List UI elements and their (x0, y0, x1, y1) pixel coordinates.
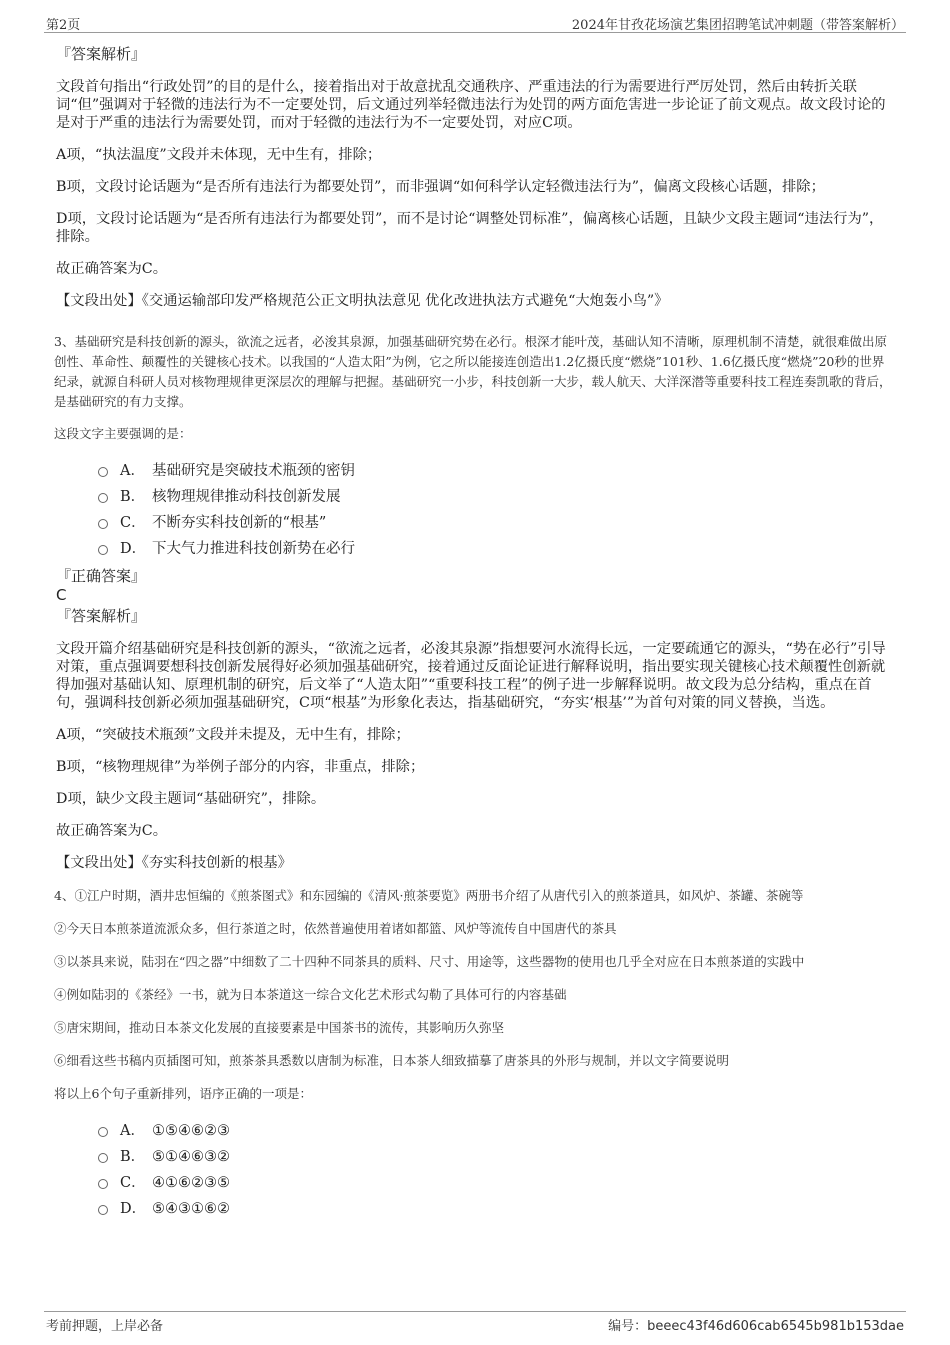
q4-sentence-5: ⑤唐宋期间，推动日本茶文化发展的直接要素是中国茶书的流传，其影响历久弥坚 (54, 1020, 505, 1035)
q3-option-d[interactable]: D． 下大气力推进科技创新势在必行 (56, 536, 896, 562)
q2-item-b: B项，文段讨论话题为“是否所有违法行为都要处罚”，而非强调“如何科学认定轻微违法行为”，偏离文段核心话题，排除； (56, 179, 825, 195)
q3-analysis-text: 文段开篇介绍基础研究是科技创新的源头，“欲流之远者，必浚其泉源”指想要河水流得长远，一定要疏通它的源头，“势在必行”引导对策，重点强调要想科技创新发展得好必须加强基础研究，接着通过反面论证进行解释说明，指出要实现关键核心技术颠覆性创新就得加强对基础认知、原理机制的研究，后文举了“人造太阳”“重要科技工程”的例子进一步解释说明。故文段为总分结构，重点在首句，强调科技创新必须加强基础研究，C项“根基”为形象化表达，指基础研究，“夯实‘根基’”为首句对策的同义替换，当选。 (56, 641, 886, 711)
radio-button[interactable] (98, 1179, 108, 1189)
q2-analysis-text: 文段首句指出“行政处罚”的目的是什么，接着指出对于故意扰乱交通秩序、严重违法的行为需要进行严厉处罚，然后由转折关联词“但”强调对于轻微的违法行为不一定要处罚，后文通过列举轻微违法行为处罚的两方面危害进一步论证了前文观点。故文段讨论的是对于严重的违法行为需要处罚，而对于轻微的违法行为不一定要处罚，对应C项。 (56, 79, 886, 131)
q4-sentence-1: 4、①江户时期，酒井忠恒编的《煎茶图式》和东园编的《清风·煎茶要览》两册书介绍了从唐代引入的煎茶道具，如风炉、茶罐、茶碗等 (54, 888, 804, 903)
q4-option-a[interactable]: A． ①⑤④⑥②③ (56, 1118, 896, 1144)
code-label: 编号： (608, 1319, 648, 1334)
radio-button[interactable] (98, 1153, 108, 1163)
radio-button[interactable] (98, 545, 108, 555)
document-body (56, 44, 896, 1222)
document-title: 2024年甘孜花场演艺集团招聘笔试冲刺题（带答案解析） (571, 18, 904, 33)
q2-conclusion: 故正确答案为C。 (56, 261, 168, 277)
q3-source: 【文段出处】《夯实科技创新的根基》 (56, 855, 292, 871)
q3-option-a[interactable]: A． 基础研究是突破技术瓶颈的密钥 (56, 458, 896, 484)
q2-item-d: D项，文段讨论话题为“是否所有违法行为都要处罚”，而不是讨论“调整处罚标准”，偏离核心话题，且缺少文段主题词“违法行为”，排除。 (56, 211, 884, 245)
q3-item-b: B项，“核物理规律”为举例子部分的内容，非重点，排除； (56, 759, 425, 775)
q3-question: 这段文字主要强调的是： (54, 426, 192, 441)
q4-sentence-4: ④例如陆羽的《茶经》一书，就为日本茶道这一综合文化艺术形式勾勒了具体可行的内容基础 (54, 987, 567, 1002)
q2-source: 【文段出处】《交通运输部印发严格规范公正文明执法意见 优化改进执法方式避免“大炮轰小鸟”》 (56, 293, 669, 309)
q4-sentence-6: ⑥细看这些书稿内页插图可知，煎茶茶具悉数以唐制为标准，日本茶人细致描摹了唐茶具的外形与规制，并以文字简要说明 (54, 1053, 730, 1068)
radio-button[interactable] (98, 493, 108, 503)
q3-analysis-label: 『答案解析』 (56, 607, 147, 625)
radio-button[interactable] (98, 1205, 108, 1215)
page-number: 第2页 (46, 18, 81, 33)
q4-option-c[interactable]: C． ④①⑥②③⑤ (56, 1170, 896, 1196)
page-footer (44, 1311, 906, 1334)
q3-stem: 3、基础研究是科技创新的源头，欲流之远者，必浚其泉源，加强基础研究势在必行。根深才能叶茂，基础认知不清晰，原理机制不清楚，就很难做出原创性、革命性、颠覆性的关键核心技术。以我国的“人造太阳”为例，它之所以能接连创造出1.2亿摄氏度“燃烧”101秒、1.6亿摄氏度“燃烧”20秒的世界纪录，就源自科研人员对核物理规律更深层次的理解与把握。基础研究一小步，科技创新一大步，载人航天、大洋深潜等重要科技工程连奏凯歌的背后，是基础研究的有力支撑。 (54, 334, 892, 409)
page-header (44, 12, 906, 33)
q4-options (56, 1118, 896, 1222)
q3-correct-label: 『正确答案』 (56, 567, 147, 585)
q3-correct-value: C (56, 586, 67, 604)
q3-option-c[interactable]: C． 不断夯实科技创新的“根基” (56, 510, 896, 536)
q3-conclusion: 故正确答案为C。 (56, 823, 168, 839)
q3-item-d: D项，缺少文段主题词“基础研究”，排除。 (56, 791, 326, 807)
radio-button[interactable] (98, 519, 108, 529)
radio-button[interactable] (98, 1127, 108, 1137)
q4-sentence-3: ③以茶具来说，陆羽在“四之器”中细数了二十四种不同茶具的质料、尺寸、用途等，这些器物的使用也几乎全对应在日本煎茶道的实践中 (54, 954, 805, 969)
q4-question: 将以上6个句子重新排列，语序正确的一项是： (54, 1086, 312, 1101)
q3-options (56, 458, 896, 562)
radio-button[interactable] (98, 467, 108, 477)
q3-item-a: A项，“突破技术瓶颈”文段并未提及，无中生有，排除； (56, 727, 410, 743)
code-value: beeec43f46d606cab6545b981b153dae (647, 1319, 904, 1334)
q4-option-d[interactable]: D． ⑤④③①⑥② (56, 1196, 896, 1222)
q4-option-b[interactable]: B． ⑤①④⑥③② (56, 1144, 896, 1170)
q3-option-b[interactable]: B． 核物理规律推动科技创新发展 (56, 484, 896, 510)
q2-item-a: A项，“执法温度”文段并未体现，无中生有，排除； (56, 147, 382, 163)
q2-analysis-label: 『答案解析』 (56, 45, 147, 63)
footer-slogan: 考前押题，上岸必备 (46, 1319, 164, 1334)
q4-sentence-2: ②今天日本煎茶道流派众多，但行茶道之时，依然普遍使用着诸如都篮、风炉等流传自中国唐代的茶具 (54, 921, 617, 936)
document-code (608, 1315, 904, 1334)
